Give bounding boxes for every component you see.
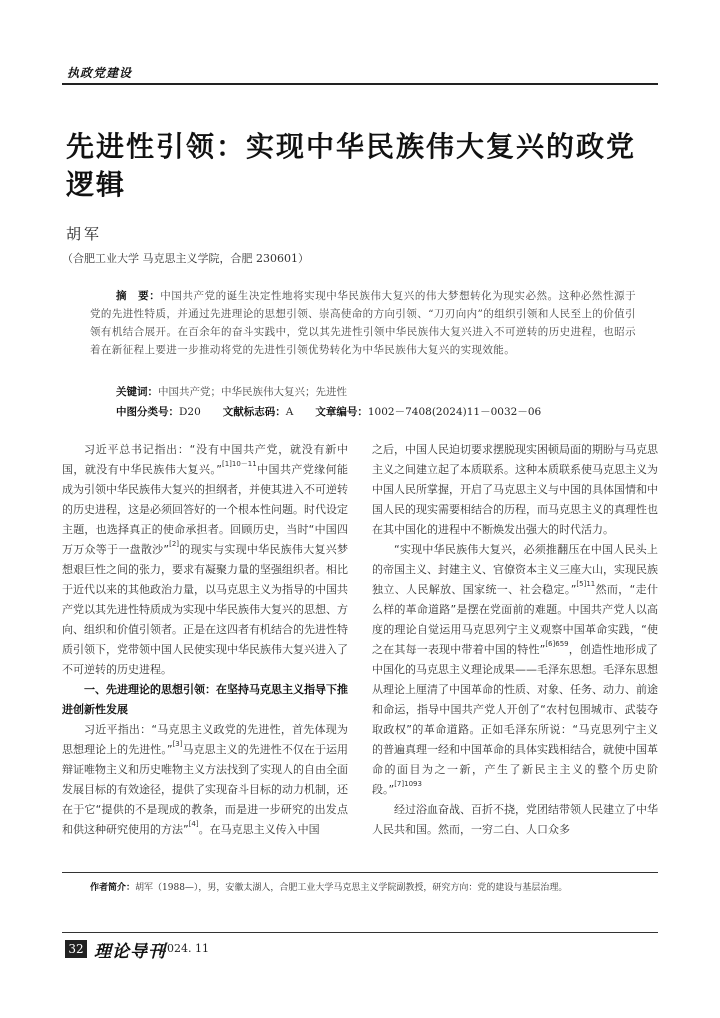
citation: [6]659 bbox=[545, 640, 569, 648]
footnote-label: 作者简介： bbox=[90, 883, 136, 893]
paragraph: “实现中华民族伟大复兴，必须推翻压在中国人民头上的帝国主义、封建主义、官僚资本主义三座大山，实现民族独立、人民解放、国家统一、社会稳定。”$^{[5]11}$然而，“走什么样的革命道路”是摆在党面前的难题。中国共产党人以高度的理论自觉运用马克思列宁主义观察中国革命实践，“使之在其每一表现中带着中国的特性”$^{[6]659}$，创造性地形成了中国化的马克思主义理论成果——毛泽东思想。毛泽东思想从理论上厘清了中国革命的性质、对象、任务、动力、前途和命运，指导中国共产党人开创了“农村包围城市、武装夺取政权”的革命道路。正如毛泽东所说：“马克思列宁主义的普遍真理一经和中国革命的具体实践相结合，就使中国革命的面目为之一新，产生了新民主主义的整个历史阶段。”$^{[7]1093}$ bbox=[372, 543, 659, 796]
author-name: 胡军 bbox=[66, 225, 103, 243]
article-title: 先进性引领：实现中华民族伟大复兴的政党逻辑 bbox=[66, 130, 637, 201]
issue-number: 2024. 11 bbox=[160, 942, 209, 955]
page-number: 32 bbox=[65, 940, 87, 958]
section-tag: 执政党建设 bbox=[67, 66, 133, 80]
keywords-text: 中国共产党；中华民族伟大复兴；先进性 bbox=[158, 386, 347, 398]
citation: [5]11 bbox=[576, 580, 596, 588]
class-value: D20 bbox=[179, 406, 201, 418]
keywords-label: 关键词： bbox=[116, 386, 158, 398]
keywords bbox=[116, 384, 347, 399]
citation: [1]10－11 bbox=[221, 460, 257, 468]
article-id-label: 文章编号： bbox=[315, 406, 368, 418]
footnote-text: 胡军（1988—），男，安徽太湖人，合肥工业大学马克思主义学院副教授，研究方向：党的建设与基层治理。 bbox=[135, 883, 568, 893]
paragraph: 习近平指出：“马克思主义政党的先进性，首先体现为思想理论上的先进性。”[3]马克思主义的先进性不仅在于运用辩证唯物主义和历史唯物主义方法找到了实现人的自由全面发展目标的有效途径，提供了实现奋斗目标的动力机制，还在于它“提供的不是现成的教条，而是进一步研究的出发点和供这种研究使用的方法”[4]。在马克思主义传入中国 bbox=[62, 723, 349, 836]
body-column-left bbox=[62, 440, 348, 840]
class-label: 中图分类号： bbox=[116, 406, 179, 418]
doc-code-value: A bbox=[285, 406, 294, 418]
journal-name: 理论导刊 bbox=[94, 942, 166, 962]
top-rule bbox=[62, 83, 658, 85]
footer-rule bbox=[62, 932, 658, 933]
doc-code-label: 文献标志码： bbox=[222, 406, 286, 418]
author-affiliation: （合肥工业大学 马克思主义学院，合肥 230601） bbox=[62, 252, 309, 265]
abstract-label: 摘 要： bbox=[116, 290, 161, 302]
classification-line bbox=[116, 404, 541, 419]
abstract bbox=[90, 287, 636, 359]
body-column-right bbox=[372, 440, 658, 840]
citation: [4] bbox=[188, 820, 199, 828]
abstract-text: 中国共产党的诞生决定性地将实现中华民族伟大复兴的伟大梦想转化为现实必然。这种必然性源于党的先进性特质，并通过先进理论的思想引领、崇高使命的方向引领、“刀刃向内”的组织引领和人民至上的价值引领有机结合展开。在百余年的奋斗实践中，党以其先进性引领中华民族伟大复兴进入不可逆转的历史进程，也昭示着在新征程上要进一步推动将党的先进性引领优势转化为中华民族伟大复兴的实现效能。 bbox=[90, 290, 636, 356]
citation: [2] bbox=[169, 540, 180, 548]
paragraph: 之后，中国人民迫切要求摆脱现实困顿局面的期盼与马克思主义之间建立起了本质联系。这种本质联系使马克思主义为中国人民所掌握，开启了马克思主义与中国的具体国情和中国人民的现实需要相结合的历程，而马克思主义的真理性也在其中国化的进程中不断焕发出强大的时代活力。 bbox=[372, 443, 658, 536]
citation: [7]1093 bbox=[394, 780, 422, 788]
article-id-value: 1002－7408(2024)11－0032－06 bbox=[367, 406, 542, 418]
paragraph: 习近平总书记指出：“没有中国共产党，就没有新中国，就没有中华民族伟大复兴。”$^{[1]10-11}$中国共产党缘何能成为引领中华民族伟大复兴的担纲者，并使其进入不可逆转的历史进程，这是必须回答好的一个根本性问题。时代设定主题，也选择真正的使命承担者。回顾历史，当时“中国四万万众等于一盘散沙”[2]的现实与实现中华民族伟大复兴梦想艰巨性之间的张力，要求有凝聚力量的坚强组织者。相比于近代以来的其他政治力量，以马克思主义为指导的中国共产党以其先进性特质成为实现中华民族伟大复兴的思想、方向、组织和价值引领者。正是在这四者有机结合的先进性特质引领下，党带领中国人民使实现中华民族伟大复兴进入了不可逆转的历史进程。 bbox=[62, 443, 348, 676]
paragraph: 经过浴血奋战、百折不挠，党团结带领人民建立了中华人民共和国。然而，一穷二白、人口众多 bbox=[372, 803, 658, 836]
footnote-rule bbox=[62, 872, 658, 873]
section-heading: 一、先进理论的思想引领：在坚持马克思主义指导下推进创新性发展 bbox=[62, 683, 348, 716]
author-footnote bbox=[90, 880, 567, 893]
citation: [3] bbox=[172, 740, 183, 748]
